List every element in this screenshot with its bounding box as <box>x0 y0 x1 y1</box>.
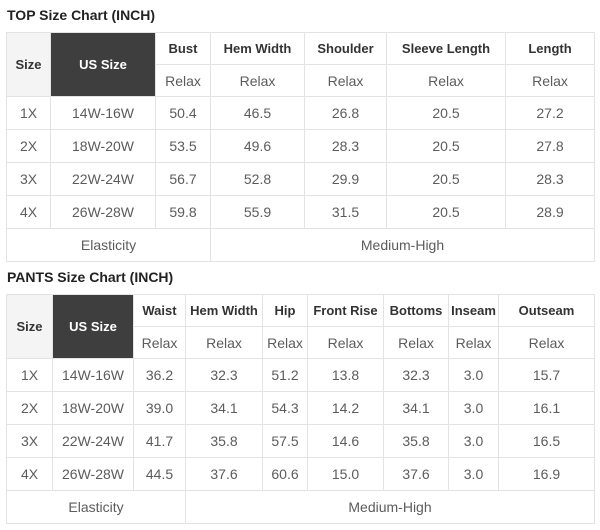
us-size-cell: 22W-24W <box>53 425 134 458</box>
elasticity-value-cell: Medium-High <box>211 229 595 262</box>
fit-cell: Relax <box>156 65 211 97</box>
table-row <box>7 130 595 163</box>
us-size-column-header: US Size <box>51 33 156 97</box>
elasticity-row <box>7 491 595 524</box>
size-cell: 1X <box>7 97 51 130</box>
value-cell: 34.1 <box>384 392 449 425</box>
fit-cell: Relax <box>308 327 384 359</box>
value-cell: 3.0 <box>449 458 499 491</box>
fit-cell: Relax <box>186 327 263 359</box>
us-size-cell: 18W-20W <box>53 392 134 425</box>
value-cell: 28.3 <box>506 163 595 196</box>
size-cell: 3X <box>7 163 51 196</box>
value-cell: 16.5 <box>499 425 595 458</box>
top-size-table <box>6 32 595 262</box>
column-header-waist: Waist <box>134 295 186 327</box>
value-cell: 32.3 <box>186 359 263 392</box>
value-cell: 35.8 <box>186 425 263 458</box>
value-cell: 26.8 <box>305 97 387 130</box>
value-cell: 14.6 <box>308 425 384 458</box>
table-row <box>7 425 595 458</box>
fit-cell: Relax <box>387 65 506 97</box>
size-cell: 2X <box>7 130 51 163</box>
us-size-cell: 22W-24W <box>51 163 156 196</box>
value-cell: 37.6 <box>384 458 449 491</box>
value-cell: 3.0 <box>449 392 499 425</box>
column-header-bottoms: Bottoms <box>384 295 449 327</box>
fit-cell: Relax <box>134 327 186 359</box>
value-cell: 28.3 <box>305 130 387 163</box>
value-cell: 37.6 <box>186 458 263 491</box>
table-row <box>7 392 595 425</box>
fit-cell: Relax <box>499 327 595 359</box>
value-cell: 60.6 <box>263 458 308 491</box>
table-row <box>7 458 595 491</box>
column-header-hem-width: Hem Width <box>211 33 305 65</box>
value-cell: 51.2 <box>263 359 308 392</box>
fit-cell: Relax <box>449 327 499 359</box>
fit-cell: Relax <box>211 65 305 97</box>
size-cell: 4X <box>7 458 53 491</box>
value-cell: 56.7 <box>156 163 211 196</box>
table-row <box>7 97 595 130</box>
value-cell: 32.3 <box>384 359 449 392</box>
table-row <box>7 359 595 392</box>
table-row <box>7 163 595 196</box>
value-cell: 59.8 <box>156 196 211 229</box>
column-header-front-rise: Front Rise <box>308 295 384 327</box>
value-cell: 20.5 <box>387 130 506 163</box>
value-cell: 20.5 <box>387 196 506 229</box>
us-size-cell: 26W-28W <box>53 458 134 491</box>
size-cell: 2X <box>7 392 53 425</box>
size-cell: 3X <box>7 425 53 458</box>
pants-header-row <box>7 295 595 327</box>
value-cell: 39.0 <box>134 392 186 425</box>
value-cell: 3.0 <box>449 425 499 458</box>
size-column-header: Size <box>7 295 53 359</box>
fit-cell: Relax <box>263 327 308 359</box>
us-size-cell: 18W-20W <box>51 130 156 163</box>
elasticity-label-cell: Elasticity <box>7 491 186 524</box>
top-header-row <box>7 33 595 65</box>
column-header-hip: Hip <box>263 295 308 327</box>
column-header-hem-width: Hem Width <box>186 295 263 327</box>
us-size-column-header: US Size <box>53 295 134 359</box>
pants-size-table <box>6 294 595 524</box>
column-header-sleeve-length: Sleeve Length <box>387 33 506 65</box>
value-cell: 27.8 <box>506 130 595 163</box>
value-cell: 46.5 <box>211 97 305 130</box>
value-cell: 31.5 <box>305 196 387 229</box>
us-size-cell: 14W-16W <box>51 97 156 130</box>
value-cell: 44.5 <box>134 458 186 491</box>
value-cell: 50.4 <box>156 97 211 130</box>
value-cell: 36.2 <box>134 359 186 392</box>
elasticity-label-cell: Elasticity <box>7 229 211 262</box>
value-cell: 35.8 <box>384 425 449 458</box>
value-cell: 15.7 <box>499 359 595 392</box>
value-cell: 41.7 <box>134 425 186 458</box>
column-header-shoulder: Shoulder <box>305 33 387 65</box>
value-cell: 20.5 <box>387 97 506 130</box>
value-cell: 16.9 <box>499 458 595 491</box>
size-column-header: Size <box>7 33 51 97</box>
value-cell: 52.8 <box>211 163 305 196</box>
pants-size-chart-section <box>6 269 594 524</box>
value-cell: 49.6 <box>211 130 305 163</box>
value-cell: 54.3 <box>263 392 308 425</box>
column-header-outseam: Outseam <box>499 295 595 327</box>
value-cell: 28.9 <box>506 196 595 229</box>
column-header-bust: Bust <box>156 33 211 65</box>
value-cell: 55.9 <box>211 196 305 229</box>
value-cell: 27.2 <box>506 97 595 130</box>
value-cell: 20.5 <box>387 163 506 196</box>
value-cell: 16.1 <box>499 392 595 425</box>
column-header-length: Length <box>506 33 595 65</box>
us-size-cell: 14W-16W <box>53 359 134 392</box>
size-cell: 4X <box>7 196 51 229</box>
value-cell: 13.8 <box>308 359 384 392</box>
elasticity-value-cell: Medium-High <box>186 491 595 524</box>
table-row <box>7 196 595 229</box>
elasticity-row <box>7 229 595 262</box>
us-size-cell: 26W-28W <box>51 196 156 229</box>
pants-chart-title: PANTS Size Chart (INCH) <box>7 269 174 285</box>
size-cell: 1X <box>7 359 53 392</box>
value-cell: 57.5 <box>263 425 308 458</box>
value-cell: 34.1 <box>186 392 263 425</box>
fit-cell: Relax <box>305 65 387 97</box>
column-header-inseam: Inseam <box>449 295 499 327</box>
value-cell: 3.0 <box>449 359 499 392</box>
top-size-chart-section <box>6 7 594 262</box>
value-cell: 53.5 <box>156 130 211 163</box>
value-cell: 15.0 <box>308 458 384 491</box>
fit-cell: Relax <box>384 327 449 359</box>
value-cell: 14.2 <box>308 392 384 425</box>
fit-cell: Relax <box>506 65 595 97</box>
value-cell: 29.9 <box>305 163 387 196</box>
top-chart-title: TOP Size Chart (INCH) <box>7 7 156 23</box>
